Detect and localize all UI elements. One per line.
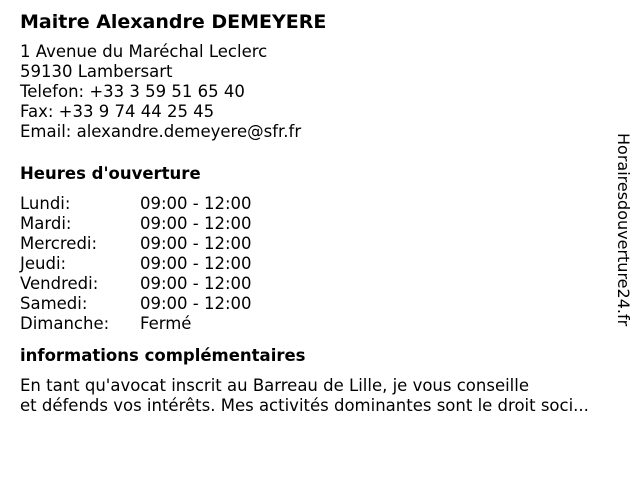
site-watermark: Horairesdouverture24.fr	[614, 133, 633, 327]
info-line-2: et défends vos intérêts. Mes activités dominantes sont le droit soci...	[20, 396, 589, 415]
time-value: 09:00 - 12:00	[140, 214, 252, 233]
time-value: 09:00 - 12:00	[140, 194, 252, 213]
business-name: Maitre Alexandre DEMEYERE	[20, 11, 327, 33]
info-line-1: En tant qu'avocat inscrit au Barreau de Lille, je vous conseille	[20, 376, 530, 395]
contact-block	[20, 42, 610, 142]
fax-number: Fax: +33 9 74 44 25 45	[20, 102, 215, 121]
business-card	[20, 10, 610, 416]
time-value: 09:00 - 12:00	[140, 254, 252, 273]
hours-row-mardi	[20, 214, 610, 234]
time-value: 09:00 - 12:00	[140, 274, 252, 293]
day-label: Dimanche:	[20, 314, 110, 333]
address-line-2: 59130 Lambersart	[20, 62, 173, 81]
additional-info-text	[20, 376, 610, 416]
address-line-1: 1 Avenue du Maréchal Leclerc	[20, 42, 268, 61]
opening-hours-table	[20, 194, 610, 334]
day-label: Vendredi:	[20, 274, 99, 293]
hours-row-jeudi	[20, 254, 610, 274]
additional-info-heading: informations complémentaires	[20, 346, 306, 365]
day-label: Jeudi:	[20, 254, 67, 273]
day-label: Lundi:	[20, 194, 71, 213]
time-value: 09:00 - 12:00	[140, 234, 252, 253]
time-value: Fermé	[140, 314, 192, 333]
phone-number: Telefon: +33 3 59 51 65 40	[20, 82, 245, 101]
hours-row-samedi	[20, 294, 610, 314]
hours-row-vendredi	[20, 274, 610, 294]
time-value: 09:00 - 12:00	[140, 294, 252, 313]
opening-hours-heading: Heures d'ouverture	[20, 164, 201, 183]
hours-row-mercredi	[20, 234, 610, 254]
day-label: Mercredi:	[20, 234, 98, 253]
day-label: Samedi:	[20, 294, 88, 313]
hours-row-lundi	[20, 194, 610, 214]
day-label: Mardi:	[20, 214, 72, 233]
hours-row-dimanche	[20, 314, 610, 334]
email-address: Email: alexandre.demeyere@sfr.fr	[20, 122, 302, 141]
